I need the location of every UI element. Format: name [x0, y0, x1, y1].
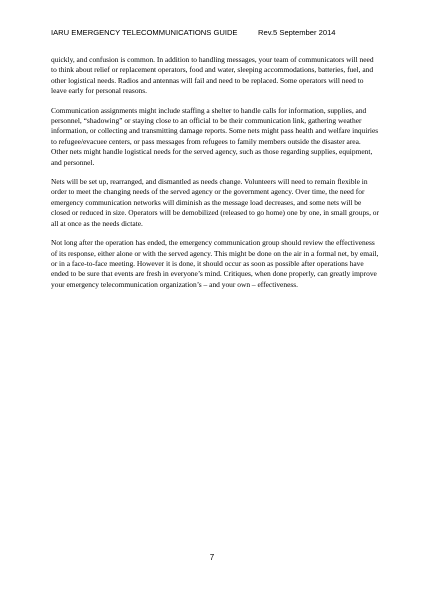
header-revision: Rev.5 September 2014 — [258, 28, 336, 37]
page-number: 7 — [209, 553, 215, 562]
body-text — [51, 55, 379, 299]
page-header — [51, 27, 376, 39]
paragraph: Not long after the operation has ended, the emergency communication group should review the effectiveness of its response, either alone or with the served agency. This might be done on the air in a formal net, by email, or in a face-to-face meeting. However it is done, it should occur as soon as possible after operations have ended to be sure that events are fresh in everyone’s mind. Critiques, when done properly, can greatly improve your emergency telecommunication organization’s – and your own – effectiveness. — [51, 238, 379, 289]
paragraph: quickly, and confusion is common. In addition to handling messages, your team of communicators will need to think about relief or replacement operators, food and water, sleeping accommodations, batteries, fuel, and other logistical needs. Radios and antennas will fail and need to be replaced. Some operators will need to leave early for personal reasons. — [51, 55, 374, 96]
paragraph: Nets will be set up, rearranged, and dismantled as needs change. Volunteers will need to remain flexible in order to meet the changing needs of the served agency or the government agency. Over time, the need for emergency communication networks will diminish as the message load decreases, and some nets will be closed or reduced in size. Operators will be demobilized (released to go home) one by one, in small groups, or all at once as the needs dictate. — [51, 177, 379, 228]
paragraph: Communication assignments might include staffing a shelter to handle calls for information, supplies, and personnel, “shadowing” or staying close to an official to be their communication link, gathering weather information, or collecting and transmitting damage reports. Some nets might pass health and welfare inquiries to refugee/evacuee centers, or pass messages from refugees to family members outside the disaster area. Other nets might handle logistical needs for the served agency, such as those regarding supplies, equipment, and personnel. — [51, 105, 379, 167]
header-title: IARU EMERGENCY TELECOMMUNICATIONS GUIDE — [51, 28, 238, 37]
